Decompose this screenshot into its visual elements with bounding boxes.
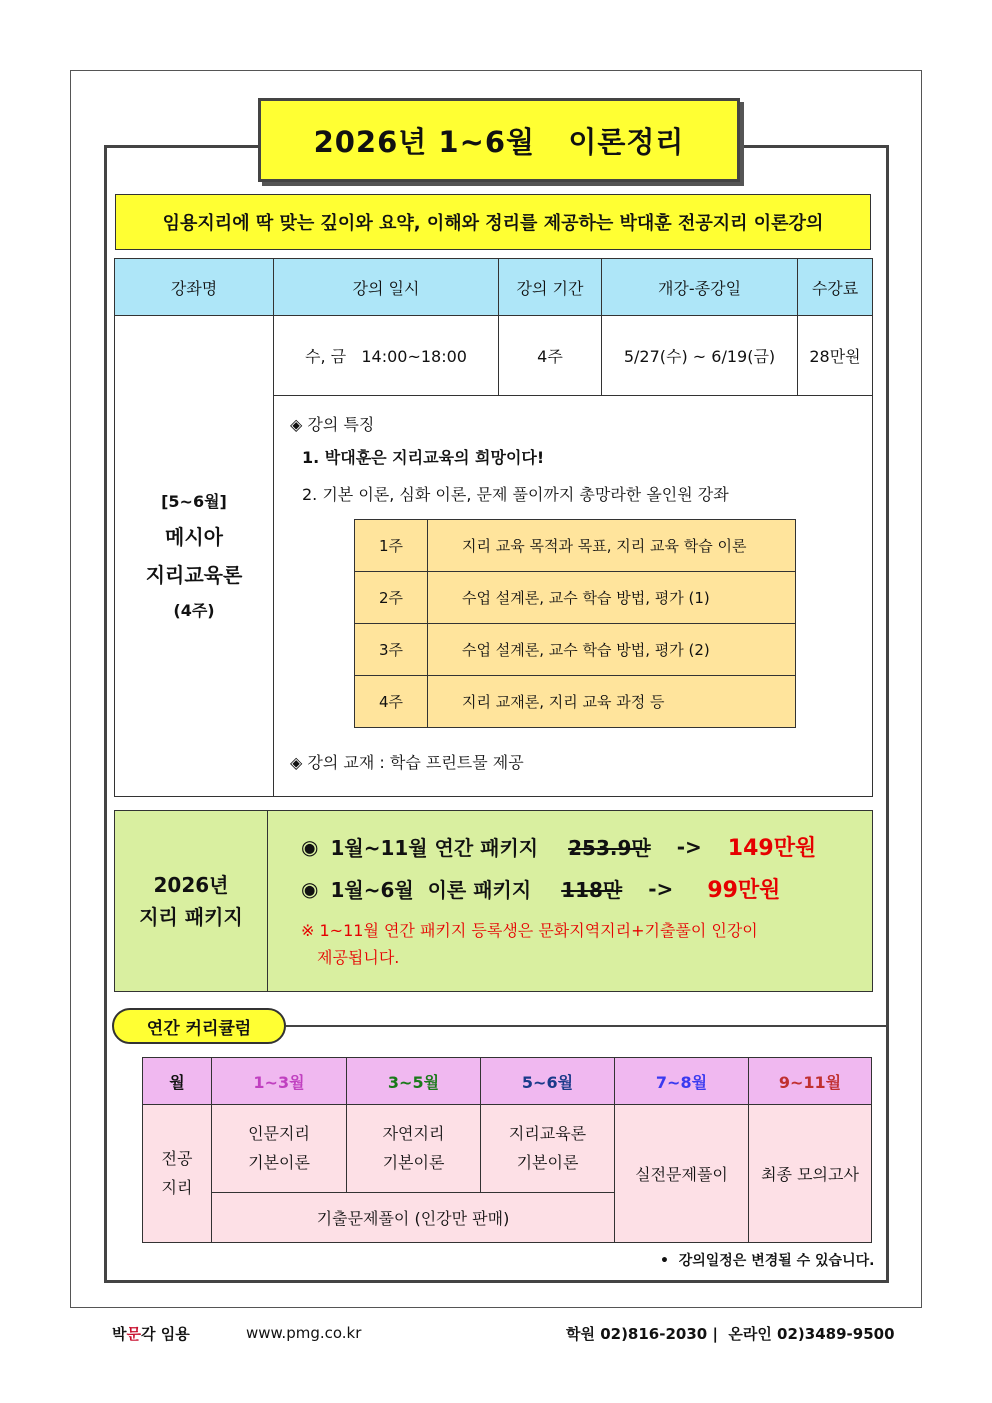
curr-header-month: 월 (143, 1058, 212, 1105)
course-schedule: 수, 금 14:00~18:00 (274, 316, 499, 396)
curr-header-5-6: 5~6월 (481, 1058, 615, 1105)
week-label: 3주 (355, 624, 428, 676)
course-detail-cell (274, 396, 873, 797)
course-dates: 5/27(수) ~ 6/19(금) (602, 316, 798, 396)
cell-line2: 기본이론 (516, 1152, 579, 1172)
curr-header-1-3: 1~3월 (212, 1058, 347, 1105)
feature-1: 1. 박대훈은 지리교육의 희망이다! (302, 448, 545, 467)
textbook-info: ◈ 강의 교재 : 학습 프린트물 제공 (290, 753, 524, 772)
bullet-icon: ◉ (301, 834, 319, 859)
week-row (355, 520, 796, 572)
course-brand: 메시아 (165, 525, 223, 549)
curr-row-label-line2: 지리 (161, 1177, 193, 1197)
week-desc: 지리 교육 목적과 목표, 지리 교육 학습 이론 (428, 520, 796, 572)
week-label: 4주 (355, 676, 428, 728)
bullet-icon: ◉ (301, 876, 319, 901)
schedule-change-note: • 강의일정은 변경될 수 있습니다. (660, 1253, 875, 1269)
package-annual-new-price: 149만원 (727, 836, 817, 861)
logo-part1: 박 (112, 1325, 127, 1343)
logo-part2: 문 (126, 1325, 141, 1343)
cell-line2: 기본이론 (248, 1152, 310, 1172)
week-table (354, 519, 796, 728)
course-table (114, 258, 873, 797)
week-desc: 수업 설계론, 교수 학습 방법, 평가 (2) (428, 624, 796, 676)
week-desc: 수업 설계론, 교수 학습 방법, 평가 (1) (428, 572, 796, 624)
arrow-icon: -> (676, 834, 702, 859)
curr-header-9-11: 9~11월 (749, 1058, 872, 1105)
cell-line1: 자연지리 (382, 1123, 445, 1143)
course-weeks: (4주) (173, 601, 215, 620)
header-fee: 수강료 (798, 259, 873, 316)
course-subject: 지리교육론 (145, 563, 243, 587)
footer-url[interactable]: www.pmg.co.kr (246, 1324, 362, 1342)
curr-cell-geo-education (481, 1105, 615, 1193)
package-theory-old-price: 118만 (561, 878, 623, 902)
course-period: [5~6월] (161, 491, 227, 511)
package-note-line1: ※ 1~11월 연간 패키지 등록생은 문화지역지리+기출풀이 인강이 (301, 921, 758, 940)
package-theory-new-price: 99만원 (707, 878, 781, 903)
header-course-name: 강좌명 (115, 259, 274, 316)
curr-cell-physical-geo (347, 1105, 481, 1193)
features-title: ◈ 강의 특징 (290, 415, 375, 434)
package-theory (301, 873, 780, 904)
package-annual (301, 831, 816, 862)
package-name: 지리 패키지 (139, 905, 243, 929)
footer-contact: 학원 02)816-2030 | 온라인 02)3489-9500 (566, 1325, 895, 1343)
curriculum-divider (286, 1025, 889, 1027)
week-label: 1주 (355, 520, 428, 572)
page-title: 2026년 1~6월 이론정리 (258, 98, 740, 182)
curr-header-7-8: 7~8월 (615, 1058, 749, 1105)
package-box (114, 810, 873, 992)
curriculum-header (143, 1058, 872, 1105)
curr-row-label (143, 1105, 212, 1243)
cell-line1: 지리교육론 (508, 1123, 587, 1143)
package-theory-name: 1월~6월 이론 패키지 (330, 878, 532, 902)
curriculum-label: 연간 커리큘럼 (112, 1008, 286, 1044)
package-note-line2: 제공됩니다. (317, 948, 400, 968)
header-dates: 개강-종강일 (602, 259, 798, 316)
package-year: 2026년 (153, 873, 229, 897)
course-duration: 4주 (499, 316, 602, 396)
package-annual-name: 1월~11월 연간 패키지 (330, 836, 539, 860)
arrow-icon: -> (648, 876, 674, 901)
curr-cell-practice: 실전문제풀이 (615, 1105, 749, 1243)
week-desc: 지리 교재론, 지리 교육 과정 등 (428, 676, 796, 728)
course-row (115, 316, 873, 396)
course-fee: 28만원 (798, 316, 873, 396)
cell-line2: 기본이론 (382, 1152, 445, 1172)
curr-cell-past-exams: 기출문제풀이 (인강만 판매) (212, 1193, 615, 1243)
logo-part3: 각 임용 (141, 1325, 190, 1343)
package-note (301, 917, 841, 971)
curriculum-table (142, 1057, 872, 1243)
cell-line1: 인문지리 (248, 1123, 310, 1143)
week-row (355, 572, 796, 624)
curr-row-label-line1: 전공 (161, 1148, 193, 1168)
curr-cell-human-geo (212, 1105, 347, 1193)
week-label: 2주 (355, 572, 428, 624)
header-duration: 강의 기간 (499, 259, 602, 316)
course-table-header (115, 259, 873, 316)
course-name-cell (115, 316, 274, 797)
subtitle-banner: 임용지리에 딱 맞는 깊이와 요약, 이해와 정리를 제공하는 박대훈 전공지리 이론강의 (115, 194, 871, 250)
curr-cell-final-mock: 최종 모의고사 (749, 1105, 872, 1243)
week-row (355, 676, 796, 728)
footer-logo (112, 1323, 190, 1344)
week-row (355, 624, 796, 676)
header-schedule: 강의 일시 (274, 259, 499, 316)
package-label (115, 811, 268, 991)
package-annual-old-price: 253.9만 (568, 836, 651, 860)
feature-2: 2. 기본 이론, 심화 이론, 문제 풀이까지 총망라한 올인원 강좌 (302, 485, 729, 504)
curriculum-row (143, 1105, 872, 1193)
curr-header-3-5: 3~5월 (347, 1058, 481, 1105)
